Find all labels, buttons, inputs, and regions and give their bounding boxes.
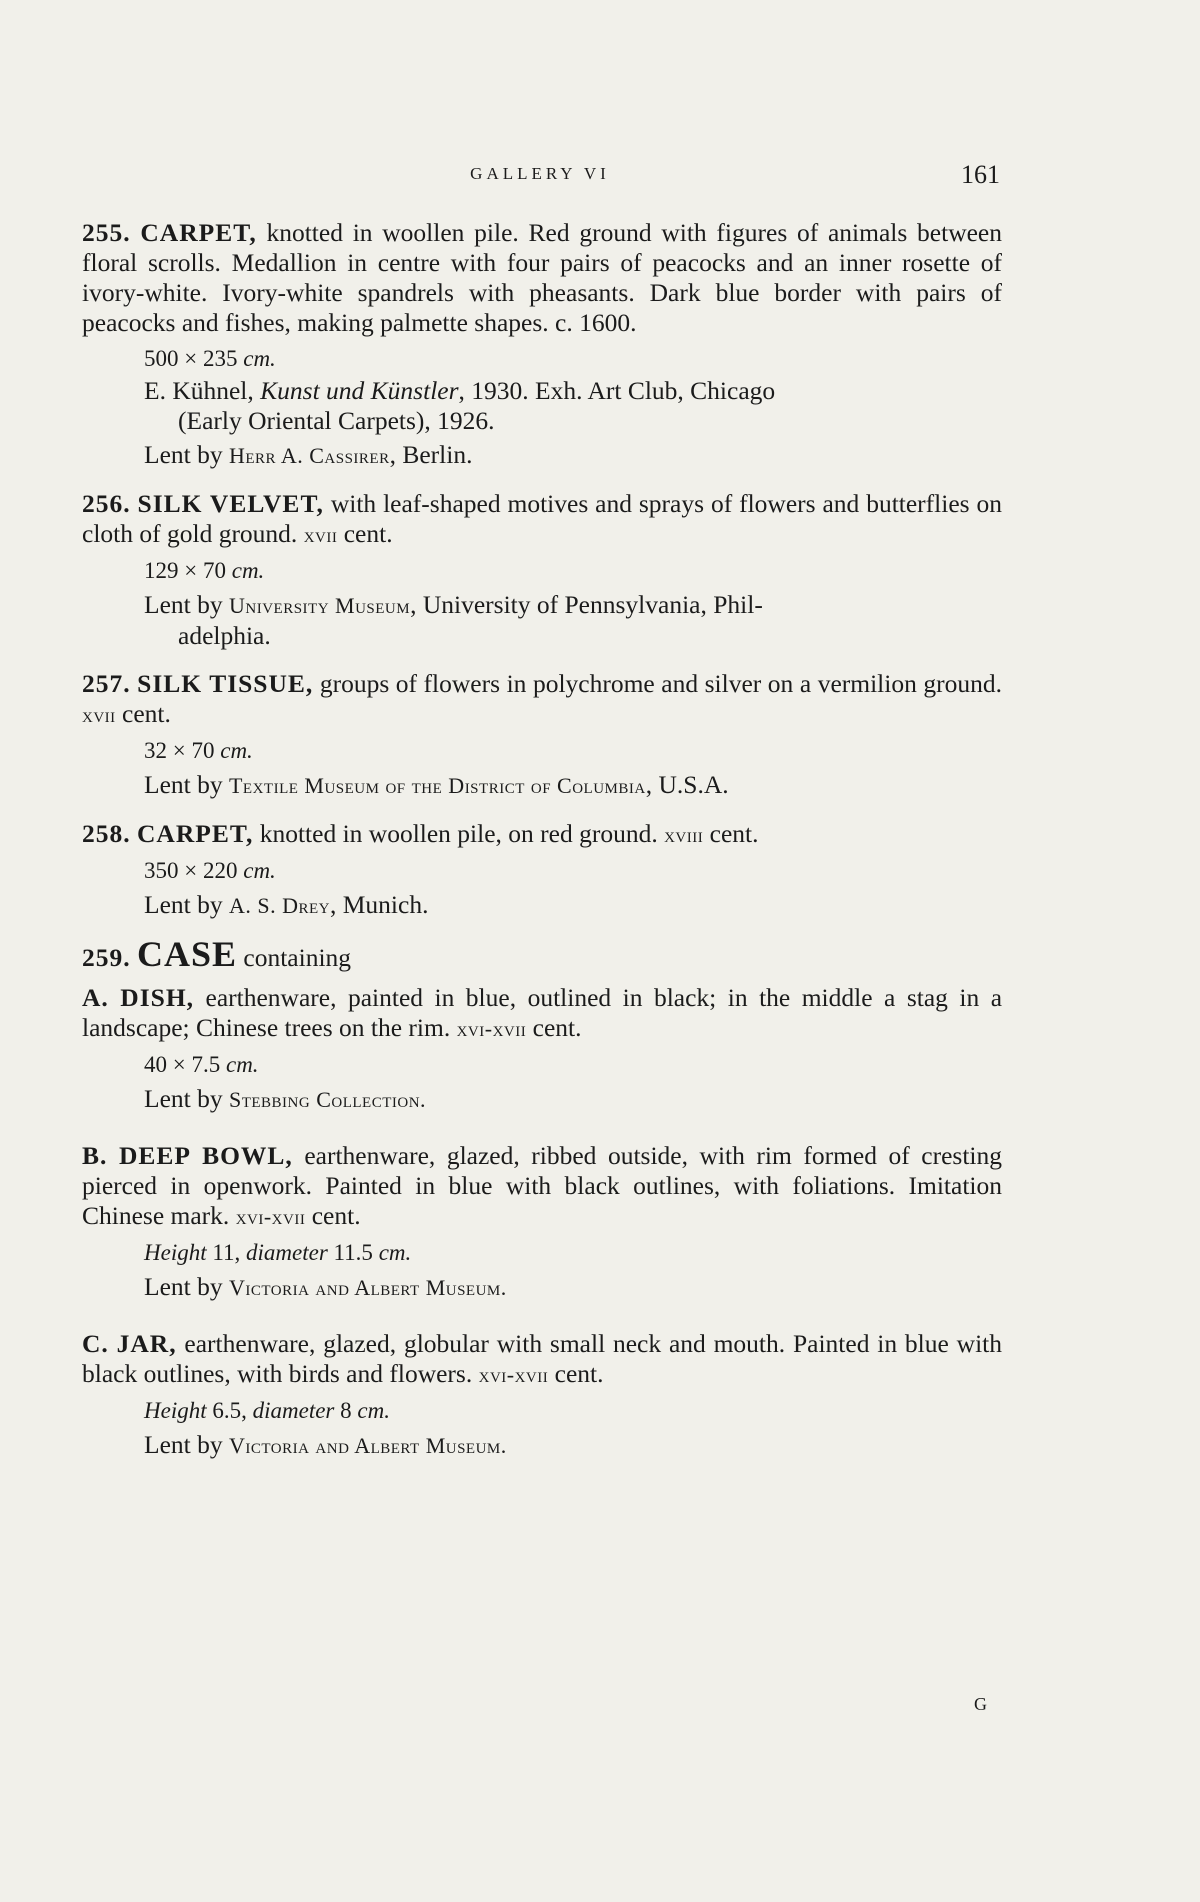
lent-prefix: Lent by bbox=[144, 1084, 229, 1113]
item-letter: B. bbox=[82, 1141, 108, 1170]
lender-location: , U.S.A. bbox=[645, 770, 729, 799]
entry-title: CARPET, bbox=[137, 819, 254, 848]
dimensions-value: 500 × 235 bbox=[144, 346, 238, 371]
entry-lender bbox=[82, 440, 1002, 471]
item-text-end: cent. bbox=[305, 1201, 361, 1230]
lender-name: Victoria and Albert Museum. bbox=[228, 1275, 507, 1300]
lent-prefix: Lent by bbox=[144, 1272, 229, 1301]
case-item-a bbox=[82, 983, 1002, 1115]
item-dimensions bbox=[82, 1238, 1002, 1268]
lender-name: Victoria and Albert Museum. bbox=[228, 1433, 507, 1458]
dimensions-value: 32 × 70 bbox=[144, 738, 215, 763]
height-label: Height bbox=[144, 1398, 207, 1423]
lender-name: Herr A. Cassirer bbox=[228, 443, 390, 468]
lender-location: , Munich. bbox=[330, 890, 429, 919]
item-text: earthenware, glazed, globular with small neck and mouth. Painted in blue with black outlines, with birds and flowers. bbox=[82, 1329, 1002, 1388]
lent-prefix: Lent by bbox=[144, 770, 229, 799]
century-numeral: xvi-xvii bbox=[478, 1362, 549, 1387]
dimensions-value: 129 × 70 bbox=[144, 558, 226, 583]
diameter-value: 8 bbox=[334, 1398, 358, 1423]
century-numeral: xvii bbox=[303, 522, 338, 547]
running-head bbox=[80, 160, 1000, 194]
lender-name: Stebbing Collection. bbox=[228, 1087, 427, 1112]
item-description bbox=[82, 983, 1002, 1044]
case-item-c bbox=[82, 1329, 1002, 1461]
entry-lender bbox=[82, 890, 1002, 921]
page-number: 161 bbox=[961, 160, 1000, 189]
item-title: DEEP BOWL, bbox=[118, 1141, 293, 1170]
lent-prefix: Lent by bbox=[144, 590, 229, 619]
entry-number: 259. bbox=[82, 943, 131, 972]
item-lender bbox=[82, 1084, 1002, 1115]
lender-location: , Berlin. bbox=[389, 440, 473, 469]
entry-description bbox=[82, 489, 1002, 550]
entry-lender bbox=[82, 770, 1002, 801]
lent-prefix: Lent by bbox=[144, 890, 229, 919]
entry-description bbox=[82, 819, 1002, 850]
lender-location-continued: adelphia. bbox=[178, 621, 271, 650]
item-dimensions bbox=[82, 1396, 1002, 1426]
case-suffix: containing bbox=[237, 943, 352, 972]
entry-title: SILK TISSUE, bbox=[137, 669, 314, 698]
entry-text-end: cent. bbox=[337, 519, 393, 548]
entry-number: 258. bbox=[82, 819, 131, 848]
entry-text-end: cent. bbox=[703, 819, 759, 848]
diameter-label: diameter bbox=[246, 1240, 328, 1265]
catalogue-entries bbox=[82, 218, 1002, 1479]
item-dimensions bbox=[82, 1050, 1002, 1080]
century-numeral: xvi-xvii bbox=[456, 1016, 527, 1041]
case-item-b bbox=[82, 1141, 1002, 1303]
entry-description bbox=[82, 218, 1002, 338]
entry-dimensions bbox=[82, 856, 1002, 886]
literature-details: , 1930. Exh. Art Club, Chicago bbox=[458, 376, 776, 405]
lender-name: Textile Museum of the District of Columbia bbox=[228, 773, 646, 798]
lender-name: A. S. Drey bbox=[228, 893, 330, 918]
lender-name: University Museum bbox=[228, 593, 411, 618]
entry-258 bbox=[82, 819, 1002, 921]
entry-dimensions bbox=[82, 736, 1002, 766]
literature-author: E. Kühnel, bbox=[144, 376, 261, 405]
height-value: 6.5, bbox=[206, 1398, 253, 1423]
dimensions-value: 350 × 220 bbox=[144, 858, 238, 883]
entry-number: 256. bbox=[82, 489, 131, 518]
entry-title: SILK VELVET, bbox=[137, 489, 324, 518]
entry-literature bbox=[82, 376, 1002, 436]
entry-256 bbox=[82, 489, 1002, 651]
entry-text-end: cent. bbox=[115, 699, 171, 728]
diameter-value: 11.5 bbox=[327, 1240, 379, 1265]
century-numeral: xviii bbox=[664, 822, 704, 847]
century-numeral: xvi-xvii bbox=[235, 1204, 306, 1229]
height-value: 11, bbox=[206, 1240, 247, 1265]
dimensions-value: 40 × 7.5 bbox=[144, 1052, 221, 1077]
entry-259-case bbox=[82, 934, 1002, 974]
entry-text: with leaf-shaped motives and sprays of flowers and butterflies on cloth of gold ground. bbox=[82, 489, 1002, 548]
entry-number: 255. bbox=[82, 218, 131, 247]
item-title: JAR, bbox=[116, 1329, 177, 1358]
item-text-end: cent. bbox=[526, 1013, 582, 1042]
item-letter: C. bbox=[82, 1329, 109, 1358]
item-text-end: cent. bbox=[548, 1359, 604, 1388]
entry-text: groups of flowers in polychrome and silver on a vermilion ground. bbox=[313, 669, 1002, 698]
entry-title: CARPET, bbox=[140, 218, 257, 247]
gallery-heading: GALLERY VI bbox=[470, 164, 610, 183]
entry-lender bbox=[82, 590, 1002, 651]
entry-dimensions bbox=[82, 344, 1002, 374]
entry-255 bbox=[82, 218, 1002, 471]
dimensions-unit: cm. bbox=[243, 346, 276, 371]
item-lender bbox=[82, 1272, 1002, 1303]
signature-mark: G bbox=[974, 1694, 987, 1714]
literature-work: Kunst und Künstler bbox=[260, 376, 459, 405]
height-label: Height bbox=[144, 1240, 207, 1265]
item-text: earthenware, glazed, ribbed outside, with rim formed of cresting pierced in openwork. Painted in blue with black outlines, with foliations. Imitation Chinese mark. bbox=[82, 1141, 1003, 1230]
dimensions-unit: cm. bbox=[378, 1240, 412, 1265]
century-numeral: xvii bbox=[82, 702, 116, 727]
lender-location: , University of Pennsylvania, Phil- bbox=[410, 590, 763, 619]
dimensions-unit: cm. bbox=[220, 738, 253, 763]
item-text: earthenware, painted in blue, outlined in black; in the middle a stag in a landscape; Chinese trees on the rim. bbox=[82, 983, 1003, 1042]
dimensions-unit: cm. bbox=[225, 1052, 259, 1077]
item-lender bbox=[82, 1430, 1002, 1461]
entry-text: knotted in woollen pile, on red ground. bbox=[253, 819, 665, 848]
lent-prefix: Lent by bbox=[144, 440, 229, 469]
item-description bbox=[82, 1329, 1002, 1390]
dimensions-unit: cm. bbox=[243, 858, 276, 883]
item-letter: A. bbox=[82, 983, 109, 1012]
dimensions-unit: cm. bbox=[357, 1398, 390, 1423]
entry-text: knotted in woollen pile. Red ground with figures of animals between floral scrolls. Medallion in centre with four pairs of peacocks and an inner rosette of ivory-white. Ivory-white spandrels with pheasants. Dark blue border with pairs of peacocks and fishes, making palmette shapes. c. 1600. bbox=[82, 218, 1002, 337]
diameter-label: diameter bbox=[252, 1398, 335, 1423]
case-title: CASE bbox=[137, 934, 238, 974]
entry-description bbox=[82, 669, 1002, 730]
item-title: DISH, bbox=[120, 983, 195, 1012]
entry-257 bbox=[82, 669, 1002, 801]
literature-continued: (Early Oriental Carpets), 1926. bbox=[178, 406, 495, 435]
dimensions-unit: cm. bbox=[231, 558, 265, 583]
lent-prefix: Lent by bbox=[144, 1430, 229, 1459]
entry-number: 257. bbox=[82, 669, 131, 698]
item-description bbox=[82, 1141, 1002, 1232]
entry-dimensions bbox=[82, 556, 1002, 586]
